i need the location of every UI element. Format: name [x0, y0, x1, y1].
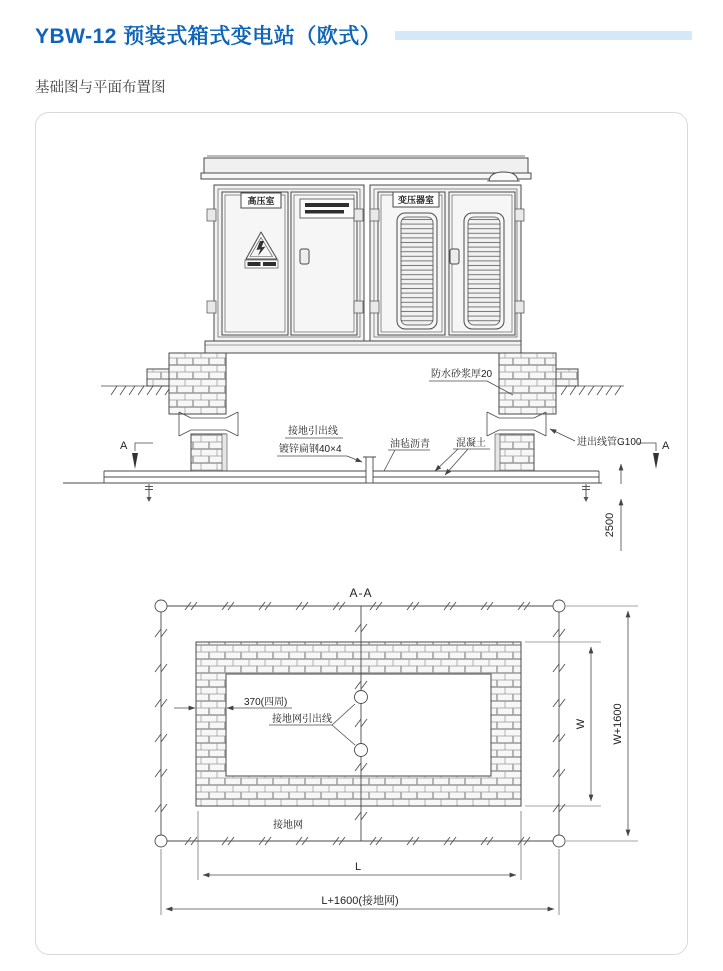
- l-dimension: [198, 811, 521, 880]
- roof: [201, 156, 531, 181]
- plan-view: [155, 586, 638, 915]
- door-handle-right: [450, 249, 459, 264]
- svg-text:W: W: [575, 718, 587, 730]
- svg-text:接地网引出线: 接地网引出线: [272, 714, 332, 725]
- svg-text:370(四周): 370(四周): [244, 697, 288, 708]
- grid-lead-point-2: [355, 744, 368, 757]
- svg-text:A: A: [120, 440, 128, 452]
- svg-text:L+1600(接地网): L+1600(接地网): [321, 895, 399, 907]
- plan-section-title: A-A: [349, 586, 373, 600]
- grid-lead-annotation: [269, 704, 355, 745]
- hv-room-label: 高压室: [247, 196, 275, 206]
- page-title: YBW-12 预装式箱式变电站（欧式）: [35, 25, 382, 48]
- foundation-wall-ring: [196, 642, 521, 806]
- conduit-trumpet-right: [534, 412, 546, 436]
- drawing-panel: [35, 112, 688, 955]
- door-handle-left: [300, 249, 309, 264]
- flat-steel-label: 镀锌扁钢40×4: [279, 444, 342, 455]
- ground-electrode-left: [145, 484, 153, 502]
- section-marker-left: [120, 440, 153, 469]
- grid-lead-point-1: [355, 691, 368, 704]
- base-skirt: [205, 341, 521, 353]
- section-marker-right: [638, 440, 670, 469]
- page-header: [35, 20, 692, 50]
- right-pier: [487, 353, 578, 471]
- louver-vent-right: [464, 213, 504, 329]
- ground-lead-label: 接地引出线: [288, 426, 338, 437]
- manufacturer-nameplate: [300, 199, 354, 218]
- ground-hatch-right: [556, 386, 624, 395]
- ground-grid-label: 接地网: [273, 820, 303, 831]
- left-pier: [147, 353, 238, 471]
- technical-drawing: [36, 113, 688, 955]
- svg-text:L: L: [354, 861, 362, 873]
- depth-dimension: [604, 464, 621, 551]
- waterproof-label: 防水砂浆厚20: [431, 369, 493, 380]
- ground-hatch-left: [101, 386, 169, 395]
- concrete-label: 混凝土: [456, 438, 486, 449]
- svg-text:W+1600: W+1600: [612, 703, 624, 745]
- title-accent-line: [395, 31, 692, 40]
- svg-text:2500: 2500: [604, 512, 616, 538]
- ground-electrode-right: [582, 484, 590, 502]
- louver-vent-left: [397, 213, 437, 329]
- hv-room-plate: [241, 193, 281, 208]
- foundation-slab: [63, 471, 602, 483]
- asphalt-felt-label: 油毡沥青: [390, 439, 430, 450]
- elevation-view: [63, 156, 670, 551]
- l-total-dimension: [161, 849, 559, 915]
- conduit-label: 进出线管G100: [577, 437, 642, 448]
- wall-thickness-dim: [174, 696, 292, 708]
- cabinet-right-section: [370, 185, 521, 341]
- transformer-room-plate: [393, 192, 439, 207]
- svg-text:A: A: [662, 440, 670, 452]
- grounding-bar: [363, 457, 376, 483]
- conduit-trumpet-left: [179, 412, 191, 436]
- page-subtitle: 基础图与平面布置图: [35, 80, 166, 96]
- transformer-room-label: 变压器室: [397, 195, 435, 205]
